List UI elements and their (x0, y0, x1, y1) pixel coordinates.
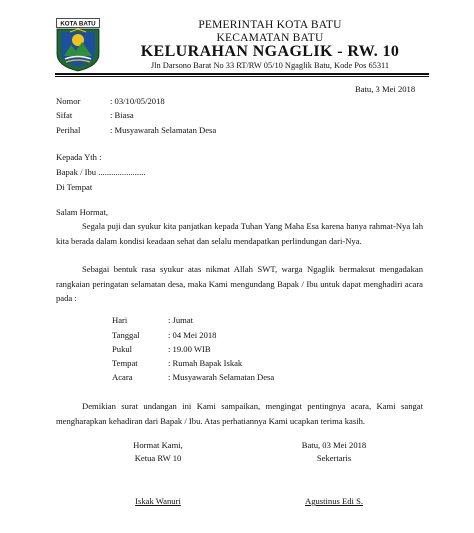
signature-left-title: Ketua RW 10 (134, 453, 182, 463)
signature-left-line: Hormat Kami, (133, 440, 183, 450)
header-divider-thick (55, 73, 429, 75)
header-gov-line: PEMERINTAH KOTA BATU (198, 19, 342, 31)
greeting: Salam Hormat, (56, 207, 109, 217)
closing-paragraph: Demikian surat undangan ini Kami sampaikan, mengingat pentingnya acara, Kami sangat mengharapkan kehadiran dari Bapak / Ibu. Atas perhatiannya Kami ucapkan terima kasih. (56, 401, 423, 426)
signature-right-line: Batu, 03 Mei 2018 (301, 440, 367, 450)
event-value: : 19.00 WIB (168, 344, 211, 354)
header-village-title: KELURAHAN NGAGLIK - RW. 10 (140, 43, 400, 60)
meta-label: Nomor (56, 96, 81, 106)
event-label: Acara (112, 372, 133, 382)
event-label: Tempat (112, 358, 138, 368)
meta-value: : 03/10/05/2018 (110, 96, 165, 106)
event-value: : Rumah Bapak Iskak (168, 358, 243, 368)
event-value: : Jumat (168, 315, 194, 325)
header-district-line: KECAMATAN BATU (216, 32, 324, 44)
event-value: : 04 Mei 2018 (168, 330, 217, 340)
meta-value: : Musyawarah Selamatan Desa (110, 125, 217, 135)
header-divider-thin (55, 76, 429, 77)
meta-label: Sifat (56, 110, 73, 120)
header-address: Jln Darsono Barat No 33 RT/RW 05/10 Ngaglik Batu, Kode Pos 65311 (150, 61, 390, 70)
letter-date: Batu, 3 Mei 2018 (355, 84, 416, 94)
signature-left-name: Iskak Wanuri (135, 496, 181, 506)
event-label: Tanggal (112, 330, 140, 340)
meta-label: Perihal (56, 125, 81, 135)
signature-right-name: Agustinus Edi S. (304, 496, 364, 506)
recipient-line: Di Tempat (56, 182, 93, 192)
body-paragraph: Segala puji dan syukur kita panjatkan kepada Tuhan Yang Maha Esa karena hanya rahmat-Nya lah kita berada dalam kondisi keadaan sehat dan selalu mendapatkan perlindungan dari-Nya. (56, 221, 423, 246)
meta-value: : Biasa (110, 110, 134, 120)
kota-batu-emblem-icon (56, 18, 100, 72)
event-label: Pukul (112, 344, 133, 354)
event-label: Hari (112, 315, 128, 325)
recipient-line: Kepada Yth : (56, 152, 102, 162)
event-value: : Musyawarah Selamatan Desa (168, 372, 275, 382)
signature-right-title: Sekertaris (316, 453, 352, 463)
body-paragraph: Sebagai bentuk rasa syukur atas nikmat Allah SWT, warga Ngaglik bermaksut mengadakan rangkaian peringatan selamatan desa, maka Kami mengundang Bapak / Ibu untuk dapat menghadiri acara pada : (56, 264, 423, 304)
logo-text: KOTA BATU (60, 20, 96, 28)
recipient-line: Bapak / Ibu ...................... (56, 167, 146, 177)
